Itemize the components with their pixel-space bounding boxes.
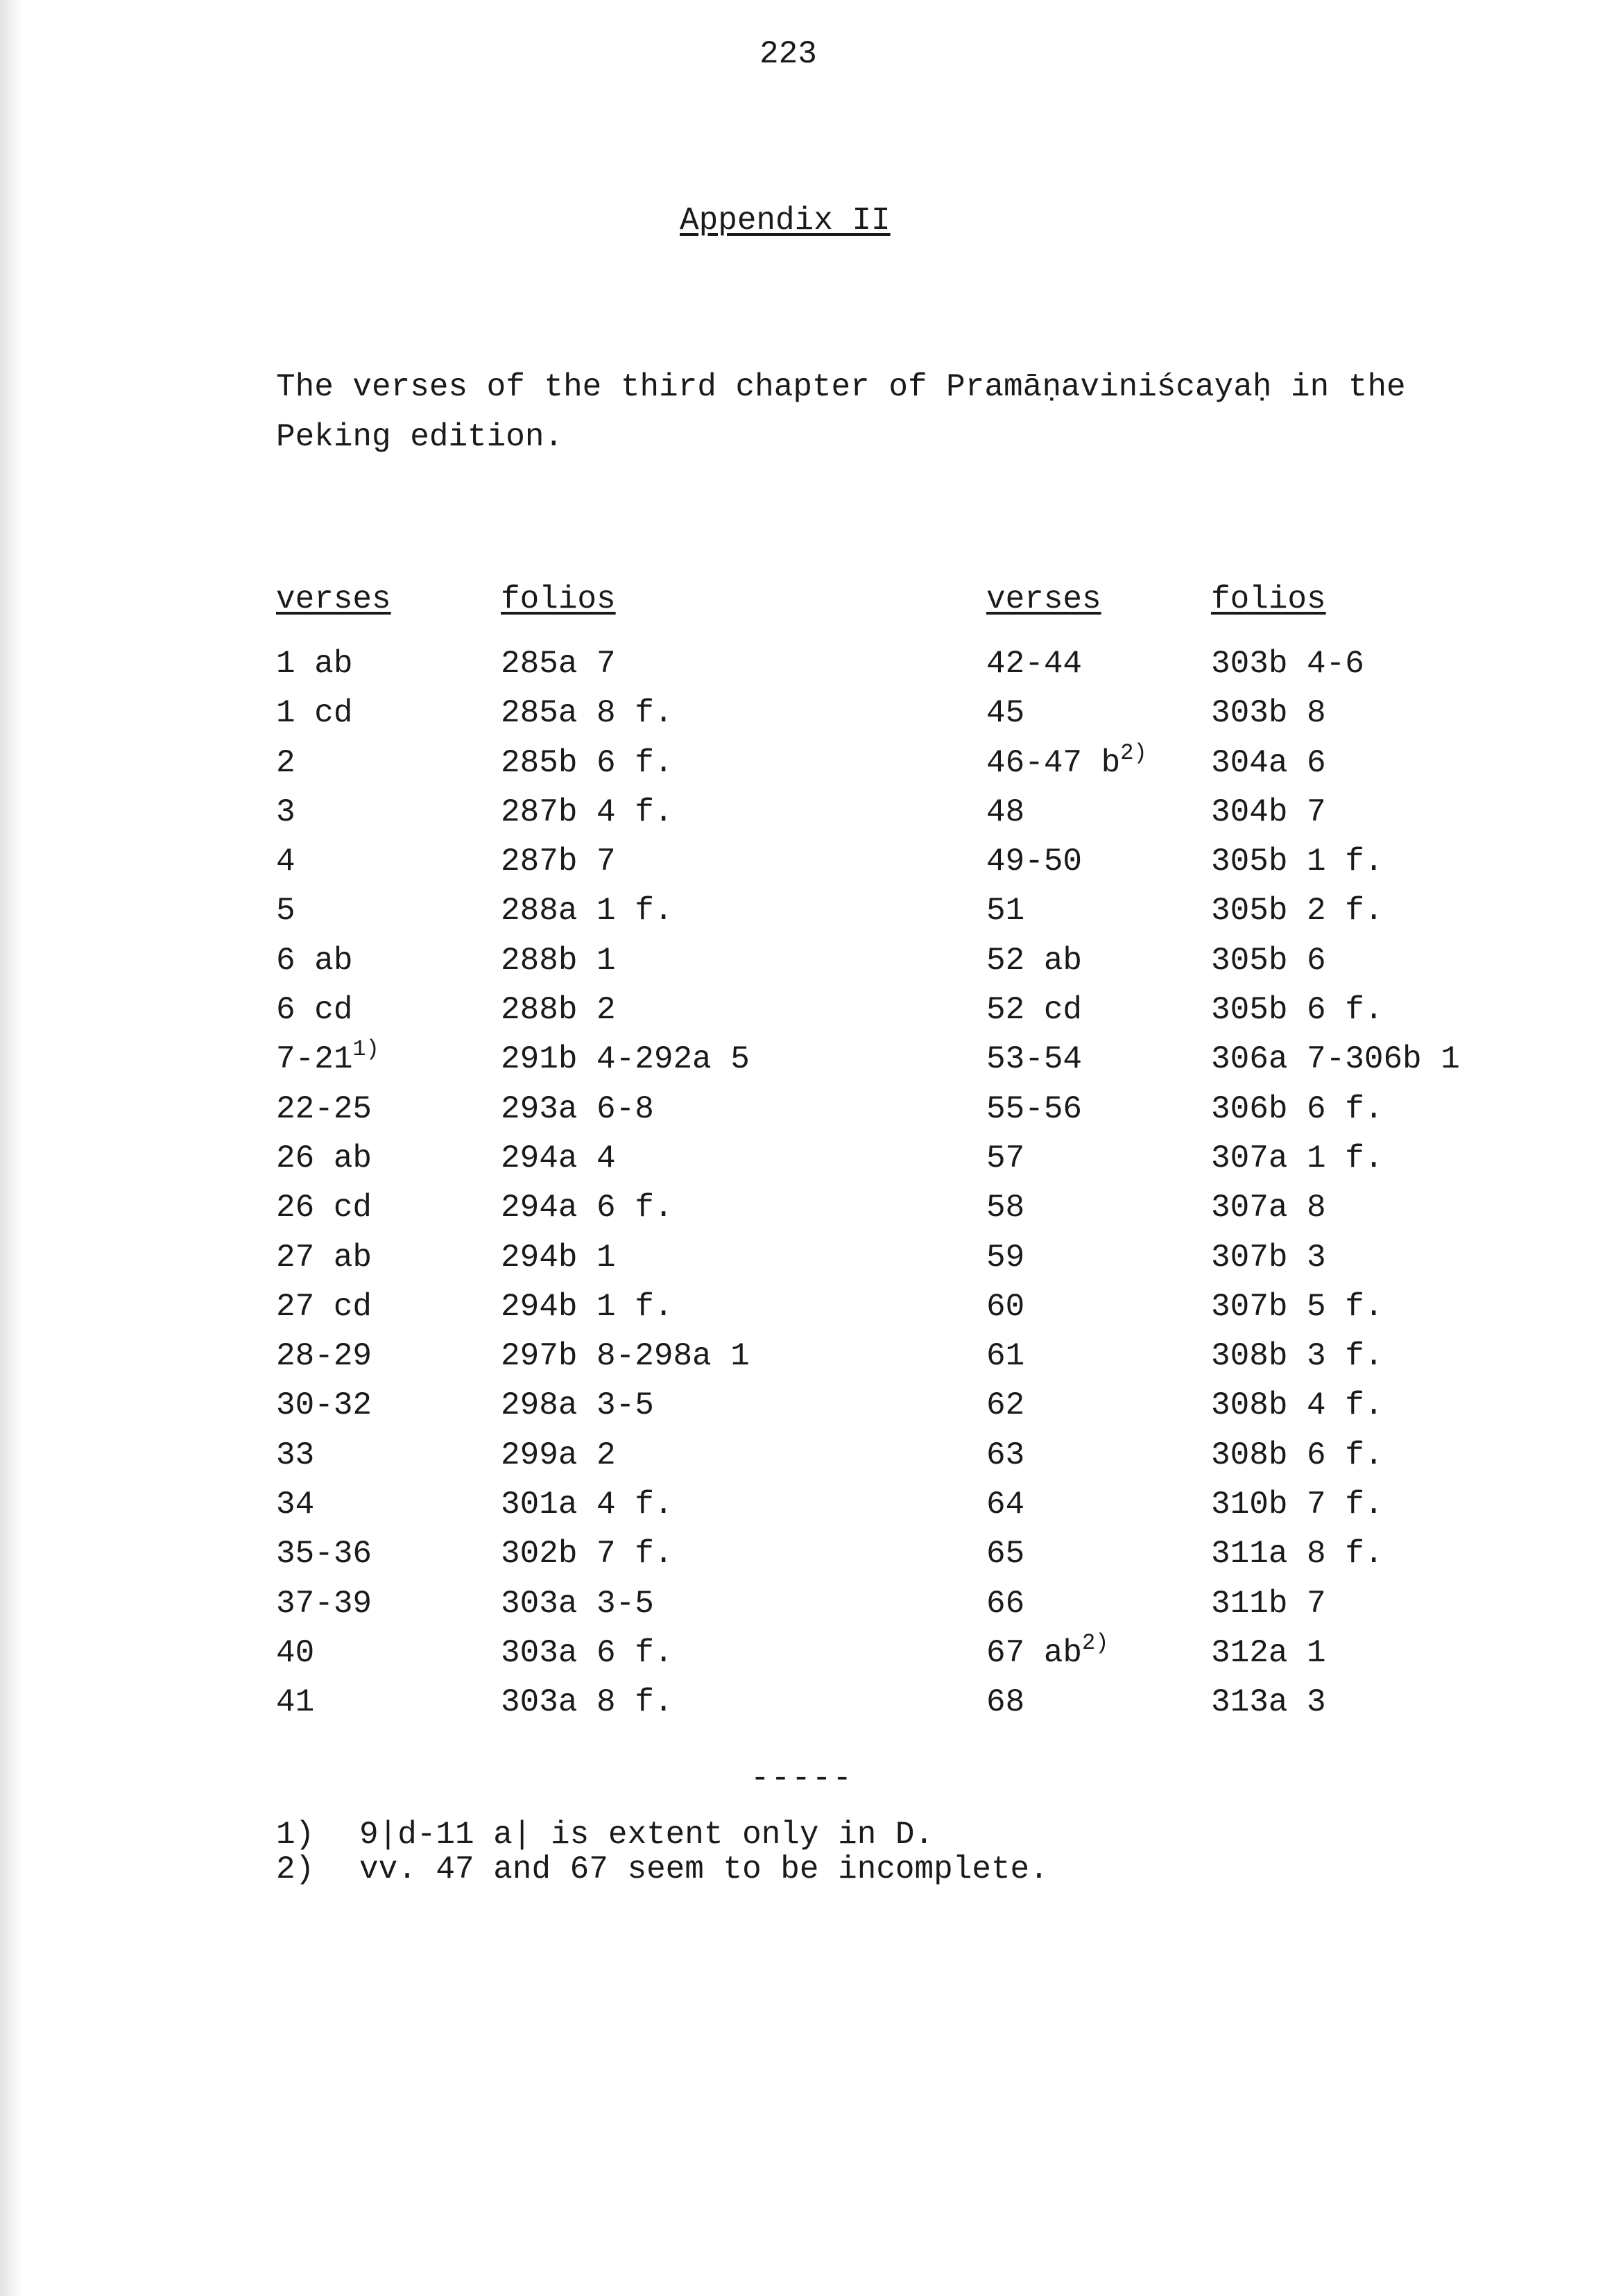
verse-cell bbox=[276, 1579, 391, 1629]
verse-cell bbox=[986, 837, 1147, 886]
verse-cell bbox=[986, 1678, 1147, 1727]
verse-text: 46-47 b bbox=[986, 744, 1121, 781]
right-folios-column bbox=[1211, 581, 1460, 1728]
verse-cell bbox=[986, 886, 1147, 936]
verse-cell bbox=[276, 1480, 391, 1530]
verse-cell bbox=[276, 986, 391, 1035]
footnote-ref: 2) bbox=[1120, 739, 1147, 766]
folio-cell: 303a 3-5 bbox=[501, 1585, 654, 1622]
left-verses-column bbox=[276, 581, 391, 1728]
verse-text: 28-29 bbox=[276, 1338, 372, 1375]
folio-cell: 298a 3-5 bbox=[501, 1387, 654, 1424]
verse-cell bbox=[986, 986, 1147, 1035]
footnote-text: vv. 47 and 67 seem to be incomplete. bbox=[359, 1851, 1049, 1887]
folio-cell: 308b 3 f. bbox=[1211, 1338, 1384, 1375]
verse-text: 62 bbox=[986, 1387, 1025, 1424]
verse-cell bbox=[276, 788, 391, 837]
verse-cell bbox=[986, 1579, 1147, 1629]
footnote-ref: 1) bbox=[352, 1036, 379, 1063]
intro-paragraph: The verses of the third chapter of Pramāṇaviniścayaḥ in the Peking edition. bbox=[276, 369, 1406, 455]
verse-cell bbox=[276, 640, 391, 689]
right-verses-list bbox=[986, 640, 1147, 1728]
verse-text: 3 bbox=[276, 794, 295, 830]
verse-text: 49-50 bbox=[986, 843, 1083, 880]
verse-cell bbox=[276, 837, 391, 886]
separator-line: ----- bbox=[750, 1760, 854, 1797]
verse-text: 42-44 bbox=[986, 646, 1083, 682]
verse-text: 48 bbox=[986, 794, 1025, 830]
folio-cell: 301a 4 f. bbox=[501, 1487, 673, 1523]
folio-cell: 307b 5 f. bbox=[1211, 1288, 1384, 1325]
verse-cell bbox=[276, 1381, 391, 1430]
verse-cell bbox=[986, 1283, 1147, 1332]
verse-text: 2 bbox=[276, 744, 295, 781]
folio-cell: 311a 8 f. bbox=[1211, 1536, 1384, 1573]
verse-cell bbox=[276, 1085, 391, 1134]
folio-cell: 307b 3 bbox=[1211, 1239, 1326, 1276]
verse-cell bbox=[276, 739, 391, 788]
verse-text: 58 bbox=[986, 1190, 1025, 1226]
verse-text: 63 bbox=[986, 1437, 1025, 1473]
verse-text: 40 bbox=[276, 1634, 315, 1671]
verse-text: 35-36 bbox=[276, 1536, 372, 1573]
verse-cell bbox=[986, 1233, 1147, 1283]
verse-text: 61 bbox=[986, 1338, 1025, 1375]
folio-cell: 308b 4 f. bbox=[1211, 1387, 1384, 1424]
left-verses-header: verses bbox=[276, 581, 391, 617]
folio-cell: 305b 6 f. bbox=[1211, 992, 1384, 1029]
verse-text: 34 bbox=[276, 1487, 315, 1523]
verse-cell bbox=[986, 1480, 1147, 1530]
folio-cell: 304b 7 bbox=[1211, 794, 1326, 830]
verse-text: 45 bbox=[986, 695, 1025, 732]
right-verses-header: verses bbox=[986, 581, 1101, 617]
verse-cell bbox=[986, 689, 1147, 738]
folio-cell: 306a 7-306b 1 bbox=[1211, 1041, 1460, 1078]
verse-cell bbox=[276, 1035, 391, 1084]
folio-cell: 305b 6 bbox=[1211, 942, 1326, 979]
verse-text: 41 bbox=[276, 1684, 315, 1721]
verse-text: 52 cd bbox=[986, 992, 1083, 1029]
footnote bbox=[276, 1817, 1049, 1852]
verse-text: 26 cd bbox=[276, 1190, 372, 1226]
verse-text: 1 cd bbox=[276, 695, 353, 732]
folio-cell: 285a 7 bbox=[501, 646, 616, 682]
verse-cell bbox=[276, 1629, 391, 1678]
folio-cell: 308b 6 f. bbox=[1211, 1437, 1384, 1473]
footnotes bbox=[276, 1817, 1049, 1887]
folio-cell: 294b 1 bbox=[501, 1239, 616, 1276]
footnote-ref: 2) bbox=[1082, 1629, 1109, 1656]
verse-cell bbox=[276, 1431, 391, 1480]
folio-cell: 305b 1 f. bbox=[1211, 843, 1384, 880]
verse-cell bbox=[986, 1183, 1147, 1233]
scan-edge-shadow bbox=[0, 0, 24, 2296]
folio-cell: 288a 1 f. bbox=[501, 893, 673, 929]
folio-cell: 285a 8 f. bbox=[501, 695, 673, 732]
folio-cell: 311b 7 bbox=[1211, 1585, 1326, 1622]
verse-text: 7-21 bbox=[276, 1041, 353, 1078]
left-folios-list bbox=[501, 640, 750, 1728]
right-folios-header: folios bbox=[1211, 581, 1326, 617]
right-verses-column bbox=[986, 581, 1147, 1728]
folio-cell: 288b 1 bbox=[501, 942, 616, 979]
verse-cell bbox=[986, 936, 1147, 986]
verse-cell bbox=[986, 739, 1147, 788]
verse-text: 53-54 bbox=[986, 1041, 1083, 1078]
verse-cell bbox=[276, 1283, 391, 1332]
verse-cell bbox=[276, 1678, 391, 1727]
folio-cell: 306b 6 f. bbox=[1211, 1090, 1384, 1127]
verse-text: 68 bbox=[986, 1684, 1025, 1721]
verse-text: 57 bbox=[986, 1140, 1025, 1176]
folio-cell: 285b 6 f. bbox=[501, 744, 673, 781]
verse-text: 5 bbox=[276, 893, 295, 929]
verse-text: 6 cd bbox=[276, 992, 353, 1029]
verse-cell bbox=[276, 886, 391, 936]
footnote bbox=[276, 1852, 1049, 1887]
verse-text: 64 bbox=[986, 1487, 1025, 1523]
footnote-text: 9|d-11 a| is extent only in D. bbox=[359, 1817, 934, 1853]
verse-cell bbox=[276, 1183, 391, 1233]
folio-cell: 312a 1 bbox=[1211, 1634, 1326, 1671]
verse-text: 22-25 bbox=[276, 1090, 372, 1127]
folio-cell: 299a 2 bbox=[501, 1437, 616, 1473]
verse-cell bbox=[986, 640, 1147, 689]
folio-cell: 310b 7 f. bbox=[1211, 1487, 1384, 1523]
verse-cell bbox=[986, 1629, 1147, 1678]
folio-cell: 287b 4 f. bbox=[501, 794, 673, 830]
folio-cell: 293a 6-8 bbox=[501, 1090, 654, 1127]
verse-cell bbox=[276, 1332, 391, 1381]
verse-text: 37-39 bbox=[276, 1585, 372, 1622]
verse-cell bbox=[986, 1332, 1147, 1381]
folio-cell: 307a 8 bbox=[1211, 1190, 1326, 1226]
folio-cell: 303a 8 f. bbox=[501, 1684, 673, 1721]
left-folios-header: folios bbox=[501, 581, 616, 617]
folio-cell: 303a 6 f. bbox=[501, 1634, 673, 1671]
verse-cell bbox=[986, 1431, 1147, 1480]
folio-cell: 294a 6 f. bbox=[501, 1190, 673, 1226]
verse-text: 67 ab bbox=[986, 1634, 1083, 1671]
verse-text: 51 bbox=[986, 893, 1025, 929]
folio-cell: 291b 4-292a 5 bbox=[501, 1041, 750, 1078]
folio-cell: 307a 1 f. bbox=[1211, 1140, 1384, 1176]
verse-text: 27 ab bbox=[276, 1239, 372, 1276]
verse-text: 1 ab bbox=[276, 646, 353, 682]
verse-text: 66 bbox=[986, 1585, 1025, 1622]
verse-cell bbox=[986, 1530, 1147, 1579]
verse-text: 55-56 bbox=[986, 1090, 1083, 1127]
verse-text: 26 ab bbox=[276, 1140, 372, 1176]
verse-text: 4 bbox=[276, 843, 295, 880]
folio-cell: 294a 4 bbox=[501, 1140, 616, 1176]
folio-cell: 303b 8 bbox=[1211, 695, 1326, 732]
verse-cell bbox=[986, 1381, 1147, 1430]
folio-cell: 287b 7 bbox=[501, 843, 616, 880]
right-folios-list bbox=[1211, 640, 1460, 1728]
verse-text: 30-32 bbox=[276, 1387, 372, 1424]
verse-text: 60 bbox=[986, 1288, 1025, 1325]
page-title: Appendix II bbox=[680, 203, 891, 239]
verse-cell bbox=[276, 936, 391, 986]
verse-text: 6 ab bbox=[276, 942, 353, 979]
verse-cell bbox=[986, 788, 1147, 837]
verse-text: 33 bbox=[276, 1437, 315, 1473]
verse-cell bbox=[276, 1233, 391, 1283]
verse-cell bbox=[986, 1035, 1147, 1084]
folio-cell: 302b 7 f. bbox=[501, 1536, 673, 1573]
verse-cell bbox=[276, 1134, 391, 1183]
folio-cell: 297b 8-298a 1 bbox=[501, 1338, 750, 1375]
folio-cell: 304a 6 bbox=[1211, 744, 1326, 781]
verse-text: 65 bbox=[986, 1536, 1025, 1573]
footnote-mark: 1) bbox=[276, 1817, 315, 1853]
left-verses-list bbox=[276, 640, 391, 1728]
verse-text: 59 bbox=[986, 1239, 1025, 1276]
verse-text: 27 cd bbox=[276, 1288, 372, 1325]
verse-text: 52 ab bbox=[986, 942, 1083, 979]
folio-cell: 303b 4-6 bbox=[1211, 646, 1364, 682]
folio-cell: 294b 1 f. bbox=[501, 1288, 673, 1325]
left-folios-column bbox=[501, 581, 750, 1728]
verse-cell bbox=[986, 1134, 1147, 1183]
page-number: 223 bbox=[759, 36, 817, 72]
footnote-mark: 2) bbox=[276, 1851, 315, 1887]
verse-cell bbox=[276, 1530, 391, 1579]
folio-cell: 313a 3 bbox=[1211, 1684, 1326, 1721]
folio-cell: 288b 2 bbox=[501, 992, 616, 1029]
folio-cell: 305b 2 f. bbox=[1211, 893, 1384, 929]
verse-cell bbox=[276, 689, 391, 738]
verse-cell bbox=[986, 1085, 1147, 1134]
